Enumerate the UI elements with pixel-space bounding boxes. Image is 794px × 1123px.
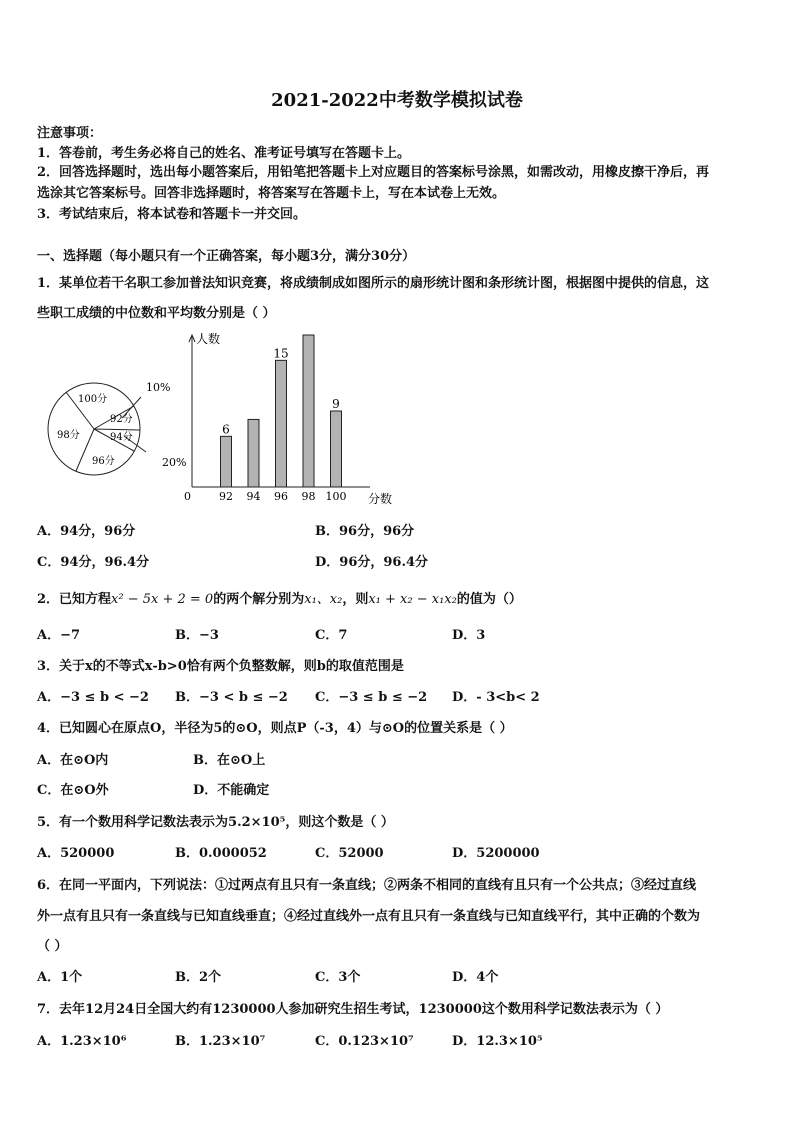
pie-percent: 20%	[162, 456, 187, 469]
option-d[interactable]: D．4个	[452, 970, 499, 985]
option-b[interactable]: B．96分，96分	[315, 524, 415, 539]
pie-chart	[38, 370, 198, 480]
option-a[interactable]: A．520000	[37, 846, 115, 861]
pie-divider	[94, 429, 140, 430]
bar-data-label: 9	[332, 397, 340, 411]
option-d[interactable]: D．- 3<b< 2	[452, 690, 540, 705]
x-tick-label: 96	[274, 490, 288, 503]
question-5-text: 5．有一个数用科学记数法表示为5.2×10⁵，则这个数是（ ）	[37, 815, 394, 830]
option-b[interactable]: B．在⊙O上	[193, 753, 266, 768]
option-a[interactable]: A．1个	[37, 970, 83, 985]
option-a[interactable]: A．−3 ≤ b < −2	[37, 690, 149, 705]
option-b[interactable]: B．2个	[175, 970, 222, 985]
option-d[interactable]: D．96分，96.4分	[315, 555, 429, 570]
question-2-text	[37, 588, 522, 607]
pie-percent: 10%	[146, 381, 171, 394]
question-6-text: （ ）	[37, 939, 68, 954]
option-a[interactable]: A．−7	[37, 628, 81, 643]
bar-data-label: 15	[273, 346, 289, 361]
bar-92	[221, 436, 232, 487]
question-3-text: 3．关于x的不等式x-b>0恰有两个负整数解，则b的取值范围是	[37, 659, 404, 674]
question-6-text: 外一点有且只有一条直线与已知直线垂直；④经过直线外一点有且只有一条直线与已知直线平行，其中正确的个数为	[37, 909, 701, 924]
q2-expression: x₁ + x₂ − x₁x₂	[368, 592, 457, 607]
option-c[interactable]: C．−3 ≤ b ≤ −2	[315, 690, 428, 705]
bar-94	[248, 419, 259, 487]
x-tick-label: 92	[219, 490, 233, 503]
bar-96	[276, 360, 287, 487]
bar-98	[303, 335, 314, 487]
notes-heading: 注意事项：	[37, 126, 103, 141]
option-c[interactable]: C．3个	[315, 970, 361, 985]
question-4-text: 4．已知圆心在原点O，半径为5的⊙O，则点P（-3，4）与⊙O的位置关系是（ ）	[37, 721, 513, 736]
pie-label: 94分	[110, 432, 133, 443]
option-c[interactable]: C．52000	[315, 846, 384, 861]
option-c[interactable]: C．7	[315, 628, 348, 643]
question-7-text: 7．去年12月24日全国大约有1230000人参加研究生招生考试，1230000这个数用科学记数法表示为（ ）	[37, 1002, 669, 1017]
q2-post: 的值为（）	[456, 592, 522, 607]
origin-label: 0	[184, 490, 191, 503]
q2-mid: 的两个解分别为	[213, 592, 305, 607]
question-1-text: 些职工成绩的中位数和平均数分别是（ ）	[37, 306, 276, 321]
exam-title: 2021-2022中考数学模拟试卷	[271, 90, 523, 111]
pie-label: 96分	[92, 456, 115, 467]
option-b[interactable]: B．−3 < b ≤ −2	[175, 690, 288, 705]
section-heading: 一、选择题（每小题只有一个正确答案，每小题3分，满分30分）	[37, 249, 416, 264]
option-d[interactable]: D．12.3×10⁵	[452, 1034, 543, 1049]
option-a[interactable]: A．94分，96分	[37, 524, 136, 539]
pie-label: 100分	[78, 394, 108, 405]
x-tick-label: 100	[325, 490, 347, 503]
pie-label: 98分	[57, 430, 80, 441]
question-6-text: 6．在同一平面内，下列说法：①过两点有且只有一条直线；②两条不相同的直线有且只有一个公共点；③经过直线	[37, 878, 697, 893]
x-tick-label: 94	[246, 490, 261, 503]
pie-label: 92分	[110, 414, 133, 425]
option-c[interactable]: C．94分，96.4分	[37, 555, 150, 570]
option-d[interactable]: D．不能确定	[193, 783, 270, 798]
y-axis-label: 人数	[196, 332, 221, 346]
option-c[interactable]: C．0.123×10⁷	[315, 1034, 414, 1049]
option-b[interactable]: B．−3	[175, 628, 219, 643]
option-b[interactable]: B．0.000052	[175, 846, 267, 861]
note-item: 选涂其它答案标号。回答非选择题时，将答案写在答题卡上，写在本试卷上无效。	[37, 186, 506, 201]
note-item: 2．回答选择题时，选出每小题答案后，用铅笔把答题卡上对应题目的答案标号涂黑，如需改动，用橡皮擦干净后，再	[37, 165, 710, 180]
q2-vars: x₁、x₂	[304, 592, 343, 607]
bar-data-label: 6	[222, 422, 230, 437]
option-d[interactable]: D．3	[452, 628, 486, 643]
option-a[interactable]: A．1.23×10⁶	[37, 1034, 127, 1049]
option-d[interactable]: D．5200000	[452, 846, 540, 861]
note-item: 1．答卷前，考生务必将自己的姓名、准考证号填写在答题卡上。	[37, 146, 411, 161]
option-b[interactable]: B．1.23×10⁷	[175, 1034, 266, 1049]
option-c[interactable]: C．在⊙O外	[37, 783, 109, 798]
q2-mid2: ，则	[342, 592, 369, 607]
bar-100	[331, 411, 342, 487]
x-axis-label: 分数	[368, 492, 393, 506]
q2-pre: 2．已知方程	[37, 592, 112, 607]
bar-chart	[180, 325, 410, 510]
question-1-text: 1．某单位若干名职工参加普法知识竞赛，将成绩制成如图所示的扇形统计图和条形统计图，根据图中提供的信息，这	[37, 276, 710, 291]
q2-equation: x² − 5x + 2 = 0	[111, 592, 214, 607]
option-a[interactable]: A．在⊙O内	[37, 753, 109, 768]
x-tick-label: 98	[301, 490, 316, 503]
note-item: 3．考试结束后，将本试卷和答题卡一并交回。	[37, 207, 307, 222]
